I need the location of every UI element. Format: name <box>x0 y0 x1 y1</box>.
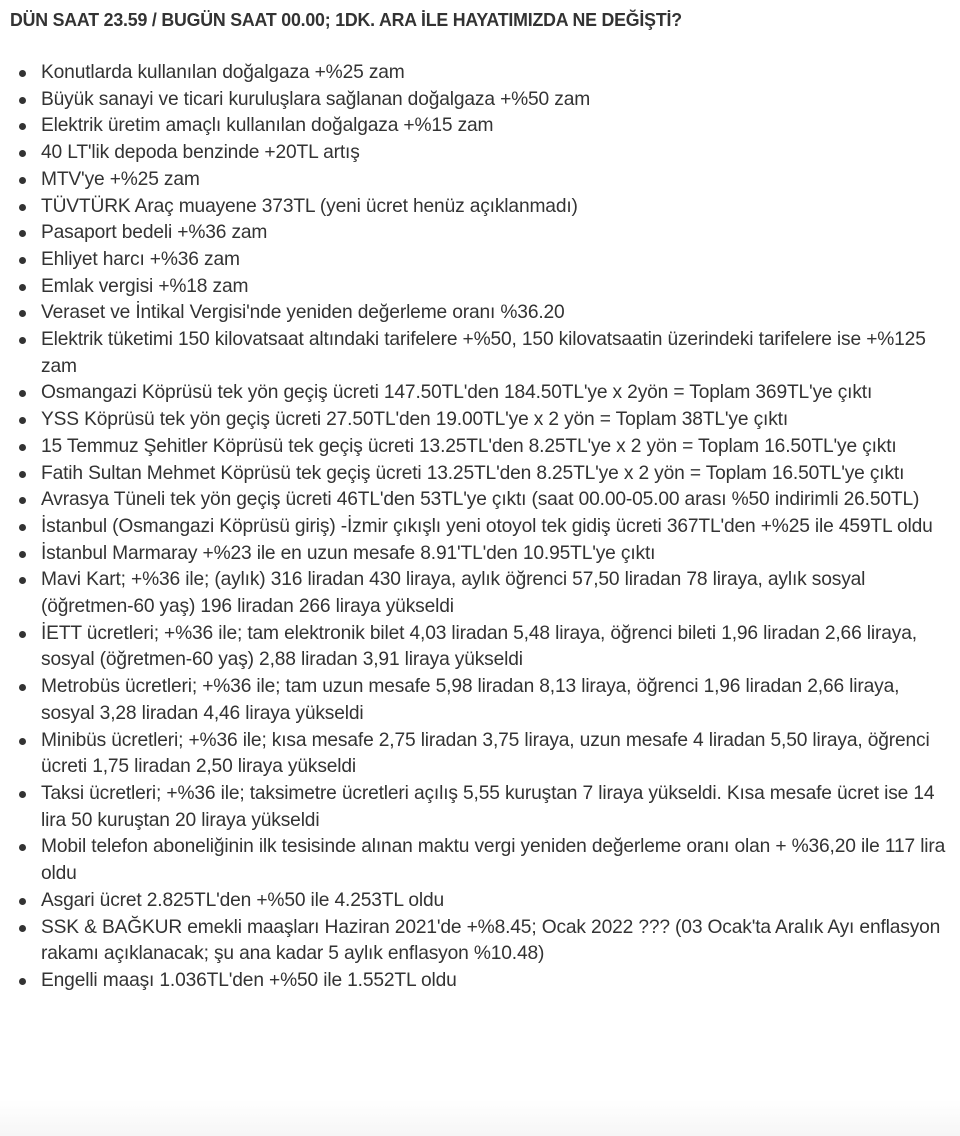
list-item <box>0 220 960 247</box>
list-item-text: Elektrik tüketimi 150 kilovatsaat altındaki tarifelere +%50, 150 kilovatsaatin üzerindeki tarifelere ise +%125 zam <box>41 329 926 377</box>
bullet-icon <box>19 551 26 558</box>
list-item-text: Büyük sanayi ve ticari kuruluşlara sağlanan doğalgaza +%50 zam <box>41 88 591 110</box>
bullet-icon <box>19 417 26 424</box>
list-item-text: Konutlarda kullanılan doğalgaza +%25 zam <box>41 62 405 83</box>
list-item-text: Fatih Sultan Mehmet Köprüsü tek geçiş ücreti 13.25TL'den 8.25TL'ye x 2 yön = Toplam 16.50TL'ye çıktı <box>41 462 905 484</box>
bullet-icon <box>19 738 26 745</box>
bullet-icon <box>19 390 26 397</box>
list-item <box>0 834 960 887</box>
list-item-text: Elektrik üretim amaçlı kullanılan doğalgaza +%15 zam <box>41 115 494 137</box>
bullet-icon <box>19 444 26 451</box>
list-item <box>0 514 960 541</box>
list-item-text: Mobil telefon aboneliğinin ilk tesisinde alınan maktu vergi yeniden değerleme oranı olan + %36,20 ile 117 lira oldu <box>41 836 946 885</box>
list-item <box>0 621 960 674</box>
list-item-text: 40 LT'lik depoda benzinde +20TL artış <box>41 142 360 164</box>
list-item-text: Emlak vergisi +%18 zam <box>41 275 249 297</box>
list-item <box>0 461 960 488</box>
list-item <box>0 781 960 834</box>
list-item <box>0 87 960 114</box>
bullet-icon <box>19 471 26 478</box>
bullet-icon <box>19 925 26 932</box>
bullet-icon <box>19 497 26 504</box>
list-item <box>0 567 960 620</box>
list-item <box>0 674 960 727</box>
change-list <box>0 60 960 995</box>
list-item <box>0 968 960 995</box>
list-item <box>0 728 960 781</box>
list-item-text: Asgari ücret 2.825TL'den +%50 ile 4.253TL oldu <box>41 889 444 911</box>
bullet-icon <box>19 123 26 130</box>
bullet-icon <box>19 978 26 985</box>
bullet-icon <box>19 791 26 798</box>
list-item-text: Metrobüs ücretleri; +%36 ile; tam uzun mesafe 5,98 liradan 8,13 liraya, öğrenci 1,96 liradan 2,66 liraya, sosyal 3,28 liradan 4,46 liraya yükseldi <box>41 676 900 724</box>
bullet-icon <box>19 230 26 237</box>
list-item <box>0 888 960 915</box>
bullet-icon <box>19 631 26 638</box>
list-item <box>0 194 960 221</box>
list-item-text: Pasaport bedeli +%36 zam <box>41 222 268 244</box>
list-item <box>0 915 960 968</box>
list-item-text: YSS Köprüsü tek yön geçiş ücreti 27.50TL'den 19.00TL'ye x 2 yön = Toplam 38TL'ye çıktı <box>41 409 789 431</box>
bullet-icon <box>19 177 26 184</box>
list-item-text: MTV'ye +%25 zam <box>41 168 200 190</box>
list-item <box>0 327 960 380</box>
list-item-text: TÜVTÜRK Araç muayene 373TL (yeni ücret henüz açıklanmadı) <box>41 195 578 217</box>
list-item-text: 15 Temmuz Şehitler Köprüsü tek geçiş ücreti 13.25TL'den 8.25TL'ye x 2 yön = Toplam 16.50TL'ye çıktı <box>41 435 897 457</box>
list-item <box>0 247 960 274</box>
bullet-icon <box>19 337 26 344</box>
list-item <box>0 434 960 461</box>
list-item-text: Avrasya Tüneli tek yön geçiş ücreti 46TL'den 53TL'ye çıktı (saat 00.00-05.00 arası %50 indirimli 26.50TL) <box>41 489 920 511</box>
list-item <box>0 380 960 407</box>
bullet-icon <box>19 310 26 317</box>
list-item <box>0 113 960 140</box>
bullet-icon <box>19 898 26 905</box>
bullet-icon <box>19 577 26 584</box>
list-item <box>0 487 960 514</box>
bullet-icon <box>19 524 26 531</box>
bullet-icon <box>19 150 26 157</box>
list-item-text: İstanbul (Osmangazi Köprüsü giriş) -İzmir çıkışlı yeni otoyol tek gidiş ücreti 367TL'den +%25 ile 459TL oldu <box>41 515 933 537</box>
list-item <box>0 140 960 167</box>
list-item <box>0 407 960 434</box>
bullet-icon <box>19 257 26 264</box>
bullet-icon <box>19 204 26 211</box>
list-item-text: SSK & BAĞKUR emekli maaşları Haziran 2021'de +%8.45; Ocak 2022 ??? (03 Ocak'ta Aralık Ayı enflasyon rakamı açıklanacak; şu ana kadar 5 aylık enflasyon %10.48) <box>41 916 941 965</box>
list-item-text: Engelli maaşı 1.036TL'den +%50 ile 1.552TL oldu <box>41 969 457 991</box>
list-item-text: Minibüs ücretleri; +%36 ile; kısa mesafe 2,75 liradan 3,75 liraya, uzun mesafe 4 liradan 5,50 liraya, öğrenci ücreti 1,75 liradan 2,50 liraya yükseldi <box>41 729 930 778</box>
list-item-text: İstanbul Marmaray +%23 ile en uzun mesafe 8.91'TL'den 10.95TL'ye çıktı <box>41 542 656 564</box>
list-item <box>0 300 960 327</box>
list-item-text: Ehliyet harcı +%36 zam <box>41 248 240 270</box>
list-item <box>0 60 960 87</box>
bullet-icon <box>19 284 26 291</box>
list-item-text: İETT ücretleri; +%36 ile; tam elektronik bilet 4,03 liradan 5,48 liraya, öğrenci bileti 1,96 liradan 2,66 liraya, sosyal (öğretmen-60 yaş) 2,88 liradan 3,91 liraya yükseldi <box>41 622 917 671</box>
list-item <box>0 541 960 568</box>
bullet-icon <box>19 684 26 691</box>
bullet-icon <box>19 844 26 851</box>
page-title: DÜN SAAT 23.59 / BUGÜN SAAT 00.00; 1DK. ARA İLE HAYATIMIZDA NE DEĞİŞTİ? <box>10 9 682 30</box>
list-item-text: Mavi Kart; +%36 ile; (aylık) 316 liradan 430 liraya, aylık öğrenci 57,50 liradan 78 liraya, aylık sosyal (öğretmen-60 yaş) 196 liradan 266 liraya yükseldi <box>41 569 866 618</box>
list-item-text: Taksi ücretleri; +%36 ile; taksimetre ücretleri açılış 5,55 kuruştan 7 liraya yükseldi. Kısa mesafe ücret ise 14 lira 50 kuruştan 20 liraya yükseldi <box>41 782 935 831</box>
list-item-text: Veraset ve İntikal Vergisi'nde yeniden değerleme oranı %36.20 <box>41 302 565 324</box>
bullet-icon <box>19 70 26 77</box>
list-item-text: Osmangazi Köprüsü tek yön geçiş ücreti 147.50TL'den 184.50TL'ye x 2yön = Toplam 369TL'ye çıktı <box>41 382 873 404</box>
list-item <box>0 167 960 194</box>
list-item <box>0 274 960 301</box>
bullet-icon <box>19 97 26 104</box>
